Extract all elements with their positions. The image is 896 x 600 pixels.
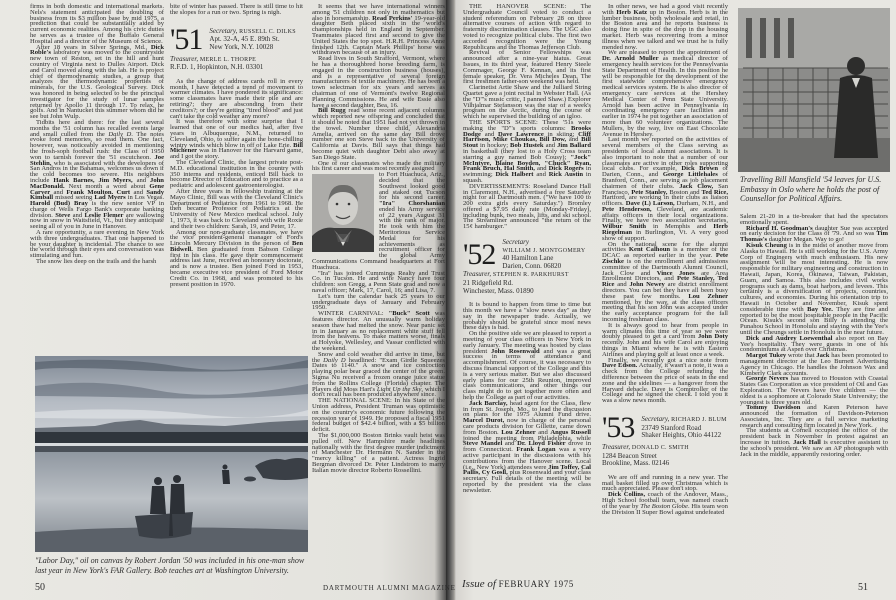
text-run: Clarinetist Artie Shaw and the Julliard String Quartet gave a joint recital in Webster Hall. (As the "D"'s music critic, I panned Shaw.) Explorer Vilhjalmar Stefansson was the star of a week's program on the Arctic, during the course of which he supervised the building of an igloo. xyxy=(463,84,591,121)
paragraph xyxy=(602,492,728,515)
name-bold: Jack Hall xyxy=(793,439,821,447)
name-bold: Jack Barclay, xyxy=(469,399,508,407)
name-bold: Frank Moulton. Curt xyxy=(66,188,131,196)
name-bold: Jim Toffey, Cal Pallis, Cy Gosll, xyxy=(463,463,591,477)
text-run: was a very active participant in the discussions with his contributions from the Hanover scene. Local (i.e., New York) attendees were xyxy=(463,446,591,471)
photo-caption: Travelling Bill Mansfield '54 leaves for U.S. Embassy in Oslo where he holds the post of Counsellor for Political Affairs. xyxy=(740,175,882,203)
paragraph xyxy=(602,475,728,492)
text-run: The snow lies deep on the trails and the harsh xyxy=(36,258,157,266)
name-bold: "Buck" Scott xyxy=(388,310,430,318)
paragraph xyxy=(30,45,164,120)
text-run: in swimming; xyxy=(463,165,591,179)
text-run: are district enrollment directors. You can bet they have all been busy these past few months. xyxy=(602,281,728,300)
text-run: and was a great success in terms of attendance and accomplishment. Of course, it was necessary to discuss financial support of the College and this is a very serious matter. But we also discussed early plans for our 25th Reunion, improved class communications, and other things our class might do to get together more often and help the College as part of our activities. xyxy=(463,347,591,401)
name-bold: George Littlehales xyxy=(662,171,718,179)
paragraph xyxy=(463,50,591,85)
text-run: is the new senior VP in charge of Wells Fargo Bank's corporate banking division. xyxy=(30,200,165,219)
text-run: and Karen Peterson have announced the formation of Davidson-Peterson Associates, Inc. They are a full service marketing research and consulting firm located in New York. xyxy=(740,404,888,429)
text-run: The students at Cornell occupied the office of the president back in November in protest against an increase in tuition. xyxy=(740,427,888,447)
name-bold: Dave Lawrence xyxy=(498,130,544,138)
text-run: coach of the Andover, Mass., High School football team, was named coach of the year by xyxy=(602,491,728,510)
text-run: in Burlington, Vt. A very good show of support. xyxy=(602,229,728,242)
text-run: in squash. xyxy=(463,171,592,184)
name-bold: Herb Riegelman xyxy=(602,223,728,237)
text-run: Revival of Senior Fellowships was announced after a nine-year hiatus. Great Issues, in its third year, featured Henry Steele Commager, George F. Kennan, and its first female speaker, Dr. Vera Micheles Dean. The first freshmen father-son weekend was held. xyxy=(463,49,591,86)
name-bold: Steve Mandel xyxy=(463,440,503,448)
text-run: In other news, we had a good visit recently with xyxy=(602,3,728,16)
name-bold: Steve xyxy=(55,211,71,219)
paragraph xyxy=(170,79,303,120)
text-run: in Memphis and xyxy=(646,223,714,231)
text-run: are Area Enrollment Directors, and xyxy=(602,269,728,283)
title-italic: Daily D xyxy=(323,356,346,364)
name-bold: Pete Henderson, xyxy=(602,205,652,213)
text-run: Actually, it wasn't a note, it was a check from the College refunding the difference between the price of seats in the end zone and the sidelines — a hangover from the Harvard debacle. Dave is Comptroller of the College and he signed the check. I told you it was a slow news month. xyxy=(602,362,728,405)
text-run: who is associated with the developers of San Andros in the Bahamas, welcomes us down if the cold becomes too severe. His neighbors include xyxy=(30,159,164,184)
paragraph xyxy=(740,243,888,336)
text-run: As the change of address cards roll in every month, I have detected a trend of movement to warmer climates. I have pondered its significance: some classmates have made their pile and are retiring?; they are absconding from their creditors?; or they're getting "tired blood" and just can't take the cold weather any more? xyxy=(170,77,303,120)
paragraph xyxy=(312,352,445,398)
article-text xyxy=(602,4,728,404)
paragraph xyxy=(463,331,591,401)
name-bold: Sandy Kimball xyxy=(30,188,164,202)
paragraph xyxy=(740,405,888,428)
text-run: wrote that xyxy=(786,352,817,360)
name-bold: Brooks Dodge xyxy=(463,124,591,138)
name-bold: Jim Ballard xyxy=(557,142,591,150)
text-run: Snow and cold weather did arrive in time, but the xyxy=(312,350,445,364)
name-bold: Dr. Lloyd Fisher xyxy=(517,440,566,448)
text-run: ended his Army service of 22 years August 31 with the rank of major. He took with him the Meritorious Service Medal for his achievements as recruitment officer for the global Army Communications Command headquarters at Fort Huachuca. xyxy=(312,205,445,271)
name-bold: Herb Katz xyxy=(616,8,648,16)
name-bold: Margot Tukey xyxy=(746,352,787,360)
name-bold: Frank Logan xyxy=(516,446,556,454)
class-treasurer: Treasurer, MERLE L. THORPE R.F.D. 1, Hopkinton, N.H. 03301 xyxy=(170,54,264,72)
paragraph xyxy=(312,56,445,108)
text-run: San Francisco, xyxy=(602,182,728,196)
text-run: Next month a word about xyxy=(64,182,150,190)
text-run: daughter Megan. Way to go! xyxy=(767,236,845,244)
name-bold: Dick Roble's xyxy=(30,43,164,57)
paragraph xyxy=(312,398,445,433)
text-run: and xyxy=(614,281,630,289)
name-bold: Tommy Davidson xyxy=(746,404,801,412)
name-bold: Dick Collins, xyxy=(608,491,646,499)
text-run: has been promoted to management director at the Leo Burnett Advertising Agency in Chicago. He handles the Johnson Wax and Kimberly Clark accounts. xyxy=(740,352,888,377)
right-column-1 xyxy=(463,4,591,494)
text-run: has moved to Houston with Coastal States Gas Corporation as vice president of Oil and Gas Exploration. The Nevers have five children — the oldest is a sophomore at Colorado State University; the youngest is three years old. xyxy=(740,375,888,406)
text-run: THE NATIONAL SCENE: In his State of the Union address, President Truman was optimistic on the country's economic future following the recession year of 1949. He proposed a fiscal 1951 federal budget of $42.4 billion, with a $5 billion deficit. xyxy=(312,397,445,434)
paragraph xyxy=(30,230,164,259)
name-bold: Pete Stanley, Ted Rice xyxy=(602,275,728,289)
text-run: We are off and running in a new year. The mail basket filled up over Christmas which is much appreciated. Please don't stop. xyxy=(602,473,728,493)
article-text xyxy=(312,4,445,172)
paragraph xyxy=(312,311,445,352)
paragraph xyxy=(30,4,164,45)
paragraph xyxy=(463,302,591,331)
name-bold: Bay Yee. xyxy=(807,305,833,313)
right-column-2 xyxy=(602,4,728,515)
article-text xyxy=(602,475,728,516)
name-bold: Jack Clow, xyxy=(679,182,714,190)
paragraph xyxy=(740,353,888,376)
name-bold: Rick Austin xyxy=(548,171,584,179)
text-run: of Branford, Conn., are serving as job placement chairmen of their clubs. xyxy=(602,171,728,190)
text-run: head agent for the Class, flew in from St. Joseph, Mo., to lead the discussion on plans for the 1975 Alumni Fund drive. xyxy=(463,399,591,419)
class-year: '52 xyxy=(463,237,496,271)
name-bold: Tim Thomas's xyxy=(740,230,888,244)
paragraph xyxy=(602,4,728,50)
name-bold: Read Perkins' xyxy=(372,14,413,22)
text-run: and xyxy=(533,171,549,179)
paragraph xyxy=(602,323,728,358)
text-run: After 18 years in Silver Springs, Md., xyxy=(36,43,151,51)
text-run: It seems that we have international winners among '51 children not only in mathematics but also in horsemanship. xyxy=(312,3,445,22)
article-text xyxy=(463,4,591,230)
text-run: A rare opportunity, a rare evening in New York with three undergraduates. That one happened to be your daughter is incidental. The chance to see the world through their eyes and conversation was stimulating and fun. xyxy=(30,229,164,260)
text-run: It is bound to happen from time to time but this month we have a "slow news day" as they say in the newspaper trade. Actually, we probably should be grateful since most news these days is bad. xyxy=(463,301,591,332)
text-run: is executive assistant to the school's president. We saw an AP photograph with Jack in the middle, apparently restoring order. xyxy=(740,439,888,458)
name-bold: Dick and Audrey Loewenthal xyxy=(746,334,833,342)
title-italic: Daily D xyxy=(108,130,132,138)
paragraph xyxy=(170,189,303,230)
paragraph xyxy=(30,120,164,230)
text-run: THE SPORTS SCENE: These '51s were making the "D"'s sports columns: xyxy=(463,118,591,132)
text-run: laboratory was moved to the countryside new town of Reston, set in the hill and hunt country of Virginia next to Dulles Airport. Dick and Carol moved along with the lab. He is project chief of thermodynamic studies, a group that analyzes the thermodynamic properties of minerals, for the U.S. Geological Survey. Dick was honored in being selected to be the principal investigator for the study of lunar samples returned by Apollo 11 through 17. To relax, he golfs. And in Nantucket this summer whom did he see but John Wulp. xyxy=(30,49,164,121)
name-bold: Jack xyxy=(816,352,830,360)
painting-labor-day xyxy=(35,356,308,552)
text-run: missed seeing xyxy=(53,194,95,202)
text-run: We are pleased to report the appointment of xyxy=(608,49,728,57)
text-run: recently. John and his wife Carol are enjoying things in Miami where he is with Eastern Airlines and playing golf at least once a week. xyxy=(602,339,728,358)
name-bold: Lou Zehner xyxy=(688,292,729,300)
paragraph xyxy=(463,401,591,494)
text-run: in Los Vegas. xyxy=(125,194,164,202)
text-run: The Cleveland Clinic, the largest private post-M.D. educational institution in the country with 350 interns and residents, enticed Bill back to become Director of Education and to practice as a pediatric and adolescent gastroenterologist. xyxy=(170,158,303,190)
text-run: , which I don't recall has been produced anywhere since. xyxy=(312,385,445,399)
name-bold: "Jock" McIntyre, Blaine Boyden, "Chuck" Ryan, Frank Bruch, Hal Smith, xyxy=(463,153,591,173)
name-bold: Leslie Flemer xyxy=(84,211,124,219)
paragraph xyxy=(30,259,164,265)
name-bold: Dave Edson. xyxy=(602,362,638,370)
text-run: drove in from Connecticut. xyxy=(463,440,591,454)
name-bold: John Newey xyxy=(629,281,665,289)
paragraph xyxy=(312,294,445,311)
name-bold: Dick Brown xyxy=(681,165,719,173)
class-year: '53 xyxy=(602,410,635,444)
text-run: THE HANOVER SCENE: The Undergraduate Council voted to conduct a student referendum on February 28 on three alternative courses of action with regard to fraternity discrimination clauses. The UGC also voted to recognize political clubs. The first two accorded recognition were the Young Republicans and the Thomas Jefferson Club. xyxy=(463,3,591,51)
text-run: and xyxy=(543,142,558,150)
class-treasurer: Treasurer, DONALD C. SMITH 1284 Beacon Street Brookline, Mass. 02146 xyxy=(602,442,689,468)
text-run: and xyxy=(70,211,85,219)
paragraph xyxy=(312,108,445,160)
name-bold: John Rosenwald xyxy=(491,347,540,355)
text-run: . The notes evoke fond memories, so read them. One fact, however, was noticeably avoided in mentioning the frosh-soph football rush: the Class of 1950 won to tarnish forever the '51 escutcheon. xyxy=(30,130,164,161)
text-run: and xyxy=(480,130,499,138)
text-run: Hartford, are working in their clubs as liaison officers. xyxy=(602,194,728,208)
text-run: It was therefore with some surprise that I learned that one of our medics had, after five years in Albuquerque, N.M., returned to Cleveland, Ohio, to suffer again the bone-chilling wintry winds which blow in off of Lake Erie. xyxy=(170,118,303,149)
text-run: 19-year-old daughter Beth placed sixth in the world's championships held in England in September. Teammates placed first and second to give the United States the top spot. H.R.H. Princess Anne finished 12th. Captain Mark Phillips' horse was withdrawn because of an injury. xyxy=(312,14,445,57)
text-run: joined the meeting from Philadelphia, while xyxy=(463,434,591,442)
class-treasurer: Treasurer, STEPHEN R. PARKHURST 21 Ridgefield Rd. Winchester, Mass. 01890 xyxy=(463,270,569,295)
name-bold: Pete Zischke xyxy=(602,252,728,266)
text-run: is in the midst of another move from Alaska to Hawaii. He is still working for the U.S. Army Corp of Engineers with much enthusiasm. His new assignment will be most interesting. He is now responsible for military engineering and construction in Hawaii, Japan, Korea, Okinawa, Taiwan, Pakistan, Guam, and Samoa. This also includes civil works programs such as dams, boat harbors, and levees. This certainly is a diversification of projects, countries, cultures, and economies. During his orientation trip to Hawaii in October and November, Kisuk spent considerable time with xyxy=(740,241,889,313)
name-bold: Dick Rogers xyxy=(548,165,584,173)
text-run: Salem 21-20 in a tie-breaker that had the spectators emotionally spent. xyxy=(740,213,888,226)
text-run: now in charge of the personal care products division for Gillette, came down from Boston. xyxy=(463,417,591,436)
name-bold: Angus Russell xyxy=(550,428,591,436)
text-run: and xyxy=(132,176,151,184)
name-bold: Kisuk Cheung xyxy=(746,241,787,249)
name-bold: Lad Myers xyxy=(94,194,126,202)
text-run: is on the enrollment and admissions committee of the Dartmouth Alumni Council, Jack Clow and xyxy=(602,258,728,277)
text-run: and xyxy=(50,188,67,196)
name-bold: Vince Jones xyxy=(656,269,695,277)
article-text xyxy=(312,271,445,474)
class-year: '51 xyxy=(170,22,203,56)
paragraph xyxy=(740,376,888,405)
paragraph xyxy=(602,50,728,137)
text-run: as medical director of emergency health services for the Pennsylvania State Department of Health. In this position he will be responsible for the development of the first statewide comprehensive emergency medical services system. He is also director of emergency care services at the Hershey Medical Center of Penn State University. Arnold has been active in Pennsylvania in coordinating emergency care facilities and earlier in 1974 he put together an association of more than 60 volunteer organizations. The Mullers, by the way, live on East Chocolate Avenue in Hershey. xyxy=(602,55,728,138)
text-run: in skiing; xyxy=(543,130,579,138)
text-run: mentioned, by the way, at the class officers meeting that his son John was accepted under the early acceptance program for the fall incoming freshman class. xyxy=(602,298,728,324)
name-bold: Bill Rugg xyxy=(318,107,346,115)
name-bold: Dr. Arnold Muller xyxy=(602,55,659,63)
paragraph xyxy=(463,120,591,184)
name-bold: Gene Carver xyxy=(30,182,164,196)
text-run: Read lives in South Strafford, Vermont, where he has a thoroughbred horse breeding farm, is engaged in the construction business (houses), and is a representative of several foreign manufacturers of textile machinery. He has been a town selectman for six years and serves as chairman of one of Vermont's twelve Regional Planning Commissions. He and wife Essie also have a second daughter, Bea, 16. xyxy=(312,55,445,109)
title-italic: The Boston Globe xyxy=(640,502,688,510)
text-run: Tidbits here and there: for the last several months the '51 column has recalled events large and small culled from the xyxy=(30,118,164,138)
name-bold: Joe Stehlin, xyxy=(30,153,164,167)
paragraph xyxy=(463,85,591,120)
paragraph xyxy=(170,230,303,288)
page-number-left: 50 xyxy=(35,582,45,593)
paragraph xyxy=(170,4,303,16)
name-bold: Dick Halbert xyxy=(495,171,534,179)
name-bold: Wilbur Smith xyxy=(602,223,647,231)
text-run: DIVERTISSEMENTS: Roseland Dance Hall in Claremont, N.H., advertised a free Saturday night for all Dartmouth men. ("We have 100 to 200 extra girls every Saturday.") Bromley offered a $7.95 daily rate (Monday-Friday), including bunk, two meals, lifts, and ski school. The Streamliner announced "the return of the 15¢ hamburger." xyxy=(463,182,591,231)
paragraph xyxy=(740,428,888,457)
text-run: Let's turn the calendar back 25 years to our undergraduate days of January and February 1950. xyxy=(312,292,445,312)
right-column-3 xyxy=(740,214,888,457)
article-text xyxy=(463,302,591,493)
name-bold: Bill Michener xyxy=(170,141,303,155)
text-run: Cleveland, are academic affairs officers in their local organizations. Finally, we have two association secretaries, xyxy=(602,205,728,225)
text-run: also report on Bay Yee's hospitality. They were guests in one of his condominiums at Aspen over Christmas. xyxy=(740,334,888,354)
text-run: plus Rosenwald and your class secretary. Full details of the meeting will be reported by the president via the class newsletter. xyxy=(463,469,591,494)
text-run: was in Hanover for the Harvard game, and I got the story. xyxy=(170,147,303,161)
class-53-header xyxy=(602,410,728,444)
name-bold: George Nevers xyxy=(746,375,789,383)
text-run: was features director. An unusually warm holiday season thaw had melted the snow. Near panic set in in January as no replacement white stuff fell from the heavens. To make matters worse, finals at Holyoke, Wellesley, and Vassar conflicted with the weekend. xyxy=(312,310,445,353)
text-run: and xyxy=(130,188,147,196)
paragraph xyxy=(463,4,591,50)
paragraph xyxy=(312,433,445,474)
text-run: The $1,000,000 Boston Brinks vault heist was pulled off. New Hampshire made headlines nationally with the first degree murder indictment of Manchester Dr. Hermann N. Sander in the "mercy killing" of a patient. Actress Ingrid Bergman divorced Dr. Peter Lindstrom to marry Italian movie director Roberto Rossellini. xyxy=(312,431,445,474)
text-run: After three years in fellowship training at the Mayo Clinic, Bill was with the Cleveland Clinic's Department of Pediatrics from 1961 to 1968. He then became Professor of Pediatrics at the University of New Mexico medical school. July 1, 1973, it was back to Cleveland with wife Roxie and their two children: Sarah, 19, and Peter, 17. xyxy=(170,187,303,230)
text-run: One of our classmates who made the military his first career and was most recently assigned xyxy=(312,159,445,173)
name-bold: John Doty xyxy=(698,333,728,341)
text-run: in basketball (they lost to a Holy Cross team starring a guy named Bob Cousy); xyxy=(463,147,591,161)
text-run: On the national scene for the alumni activities xyxy=(602,240,728,254)
text-run: WINTER CARNIVAL: xyxy=(318,310,389,318)
class-secretary: Secretary, RUSSELL C. DILKS Apt. 32-A, 45 E. 89th St. New York, N.Y. 10028 xyxy=(209,26,296,51)
paragraph xyxy=(312,4,445,56)
name-bold: Richard H. Goodman's xyxy=(746,224,813,232)
text-run: read some recent adjacent columns which reported new offspring and concluded that it should be noted that 1951 had not yet thrown in the towel. Number three child, Alexandria Amelia, arrived on the same day Bill drove number one son Steve back to the University of California at Davis. Bill says that things had become quiet with daughter Debi also away at San Diego State. xyxy=(312,107,445,161)
name-bold: Marcel Durot, xyxy=(463,417,505,425)
text-run: of Darien, Conn., and xyxy=(602,165,728,179)
name-bold: Pete Stanley, xyxy=(631,188,668,196)
name-bold: Lou Zehner xyxy=(501,428,536,436)
name-bold: Bob Hustek xyxy=(510,142,544,150)
class-secretary: Secretary, RICHARD J. BLUM 23749 Stanford Road Shaker Heights, Ohio 44122 xyxy=(641,415,727,440)
paragraph xyxy=(602,242,728,323)
running-footer: DARTMOUTH ALUMNI MAGAZINE xyxy=(323,584,456,592)
text-run: Finally, we recently got a nice note from xyxy=(608,356,728,364)
text-run: On the positive side we are pleased to report a meeting of your class officers in New York in early January. The meeting was hosted by class president xyxy=(463,330,591,355)
text-run: firms in both domestic and international markets. Nels's statement anticipated the doubling of business from its $3 million base by mid 1975, a prediction that could be substantially aided by current economic realities. Among his civic duties he serves as a trustee of the Buffalo General Hospital and a director of the Museum of Science. xyxy=(30,3,164,45)
text-run: bite of winter has passed. There is still time to hit the slopes for a run or two. Spring is nigh. xyxy=(170,3,303,16)
paragraph xyxy=(602,137,728,241)
name-bold: Bill Stout xyxy=(463,136,591,150)
text-run: are wallowing now in snow in Waitsfield, Vt., but they anticipate seeing all of you in June in Hanover. xyxy=(30,211,165,231)
name-bold: Hank Barnes, Jim Myers, xyxy=(53,176,133,184)
text-run: Among our non-graduate classmates, we have the vice president-general manager of Ford's Lincoln Mercury Division in the person of xyxy=(170,228,303,248)
page-number-right: 51 xyxy=(858,582,868,593)
article-text xyxy=(170,4,303,16)
text-run: "Ira" has joined Cummings Realty and Trust Co. in Tucson. He and wife Nancy have four children: son Gregg, a Penn State grad and now a naval officer; Mark, 17, Carol, 16; and Lisa, 7. xyxy=(312,269,445,295)
text-run: and xyxy=(502,440,518,448)
text-run: and xyxy=(534,165,549,173)
text-run: daughter Sue was accepted on early decision for the Class of '79. And so was xyxy=(740,224,888,238)
article-text xyxy=(30,4,164,265)
text-run: Boston and xyxy=(667,188,702,196)
page-gutter xyxy=(446,0,456,600)
text-run: It is always good to hear from people in warm climates this time of year so we were doubly pleased to get a card from xyxy=(602,321,728,341)
text-run: headlined: "Exam Girdle Squeezes Dates to 1140." A snow and ice concoction playing polar bear graced the center of the green. Sigma Nu received a frozen orange juice statue from the Rollins College (Florida) chapter. The Players did Moss Hart's xyxy=(312,356,445,393)
name-bold: Dave (L) Larson, xyxy=(625,200,675,208)
left-column-3 xyxy=(312,4,445,474)
left-column-1 xyxy=(30,4,164,265)
text-run: Ben graduated from Babson College first in his class. He gave their commencement address last June, received an honorary doctorate, and is now a trustee. Ben joined Ford in 1953, became executive vice president of Ford Motor Credit Co. in 1968, and was promoted to his present position in 1970. xyxy=(170,245,303,288)
name-bold: Ted Rice, xyxy=(701,188,728,196)
painting-caption: "Labor Day," oil on canvas by Robert Jordan '50 was included in his one-man show last year in New York's FAR Gallery. Bob teaches art at Washington University. xyxy=(35,556,305,575)
text-run: . His team won the Division II Super Bowl against undefeated xyxy=(602,502,728,516)
issue-date: Issue of FEBRUARY 1975 xyxy=(462,578,574,590)
text-run: and xyxy=(535,428,551,436)
paragraph xyxy=(740,336,888,353)
text-run: to Fort Huachuca, Ariz., decided that the Southwest looked good and staked out Tucson for his second career. xyxy=(379,171,445,202)
paragraph xyxy=(602,358,728,404)
portrait-photo-ira-chorshanian xyxy=(312,174,374,252)
text-run: is a member of the DCAC as reported earlier in the year. xyxy=(602,246,728,260)
class-52-header xyxy=(463,239,591,270)
paragraph xyxy=(740,226,888,243)
article-text xyxy=(740,214,888,457)
paragraph xyxy=(463,184,591,230)
paragraph xyxy=(312,271,445,294)
class-51-header xyxy=(170,22,303,56)
paragraph xyxy=(170,119,303,160)
photo-bill-mansfield xyxy=(738,8,890,172)
article-text xyxy=(170,79,303,288)
text-run: Last month we reported on the activities of several members of the Class serving as presidents of local alumni associations. It is also important to note that a number of our classmates are active in other roles supporting local clubs. For example, xyxy=(602,136,728,173)
name-bold: "Ira" Chorshanian xyxy=(379,200,445,208)
left-column-2 xyxy=(170,4,303,287)
name-bold: Harold (Bud) Bray xyxy=(30,200,88,208)
class-secretary: Secretary WILLIAM J. MONTGOMERY 40 Hamilton Lane Darien, Conn. 06820 xyxy=(502,238,586,270)
title-italic: Light Up the Sky xyxy=(376,385,422,393)
name-bold: John MacDonald. xyxy=(30,176,164,190)
text-run: Durham, N.H., and xyxy=(674,200,728,208)
name-bold: Kent Calhoun xyxy=(628,246,671,254)
paragraph xyxy=(170,160,303,189)
name-bold: Ben Bidwell. xyxy=(170,240,303,253)
text-run: They are fine and reported to be the most hospitable people in the Pacific Ocean. Kisuk's second son Billy is attending the Punahou School in Honolulu and staying with the Yee's until the Cheungs settle in Honolulu in the near future. xyxy=(740,305,888,336)
text-run: up in Boston. Herb is in the lumber business, both wholesale and retail, in the Boston area and he reports business is doing fine in spite of the drop in the housing market. Herb was recovering from a minor illness when we talked and we trust he is fully mended now. xyxy=(602,8,728,51)
name-bold: Cliff Harrison, Mike Choukas, Bill Dow, xyxy=(463,130,591,144)
text-run: and xyxy=(566,136,582,144)
text-run: in hockey; xyxy=(478,142,511,150)
